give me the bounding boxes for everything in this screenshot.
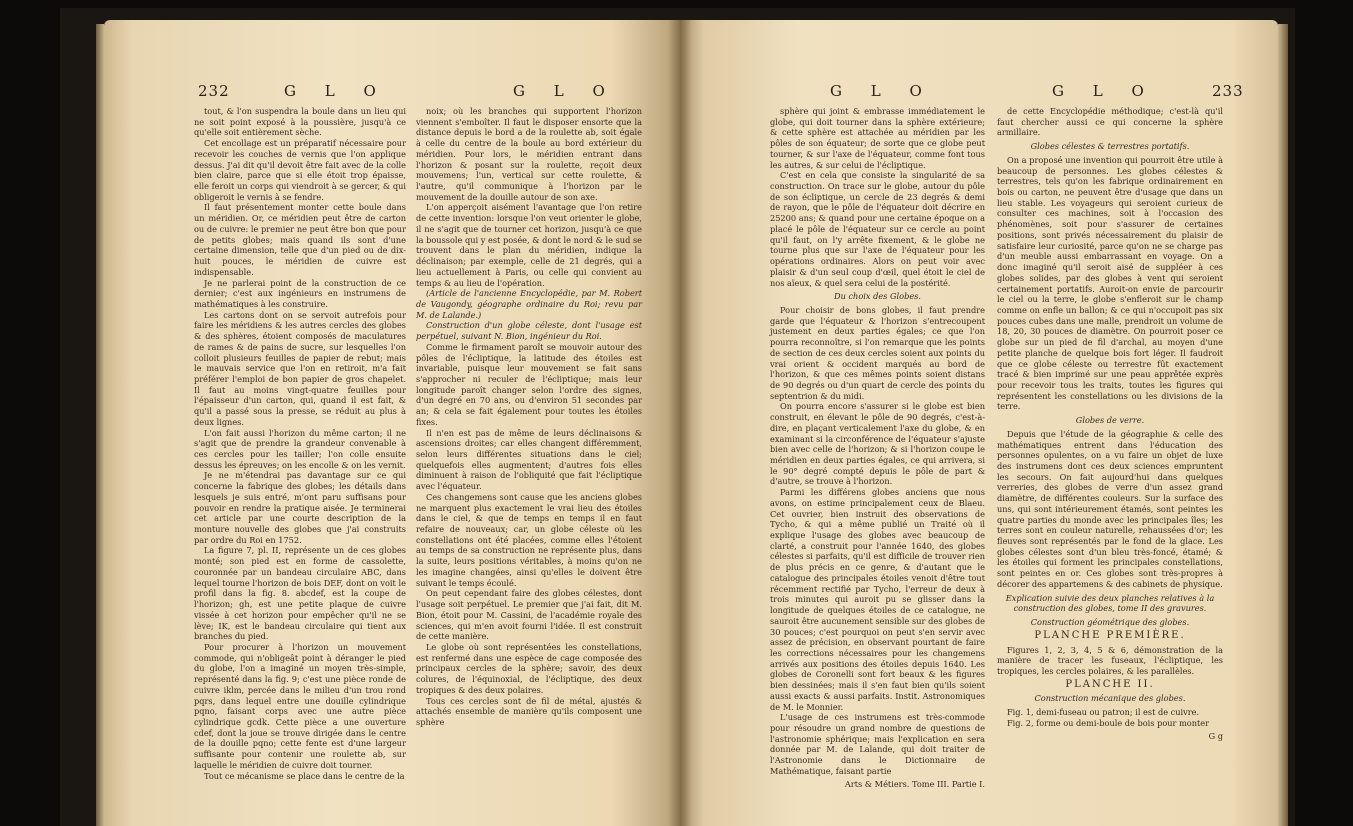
paragraph: Ces changemens sont cause que les anciens globes ne marquent plus exactement le vrai lieu des étoiles dans le ciel, & que de temps en temps il en faut refaire de nouveaux; car, un globe céleste où les constellations ont été placées, comme elles l'étoient au temps de sa construction ne représente plus, dans la suite, leurs positions véritables, à moins qu'on ne les imagine changées, ainsi qu'elles le doivent être suivant le temps écoulé. <box>416 491 642 588</box>
left-page-column-2 <box>416 106 642 728</box>
paragraph: tout, & l'on suspendra la boule dans un lieu qui ne soit point exposé à la poussière, jusqu'à ce qu'elle soit entièrement sèche. <box>194 106 406 138</box>
paragraph: Pour choisir de bons globes, il faut prendre garde que l'équateur & l'horizon s'entrecoupent justement en deux parties égales; ce que l'on pourra reconnoître, si l'on remarque que les points de section de ces deux cercles soient aux points du vrai orient & occident marqués au bord de l'horizon, & que ces mêmes points soient distans de 90 degrés ou d'un quart de cercle des points du septentrion & du midi. <box>770 304 985 401</box>
paragraph: Construction mécanique des globes. <box>1034 693 1186 704</box>
page-number-left: 232 <box>198 82 230 100</box>
paragraph: Tout ce mécanisme se place dans le centre de la <box>204 770 405 781</box>
paragraph: C'est en cela que consiste la singularité de sa construction. On trace sur le globe, autour du pôle de son écliptique, un cercle de 23 degrés & demi de rayon, que le pôle de l'équateur doit décrire en 25200 ans; & quand pour une certaine époque on a placé le pôle de l'équateur sur ce cercle au point qu'il faut, on l'y arrête fixement, & le globe ne tourne plus que sur l'axe de l'équateur pour les opérations ordinaires. Alors on peut voir avec plaisir & d'un seul coup d'œil, quel étoit le ciel de nos aïeux, & quel sera celui de la postérité. <box>770 170 985 288</box>
paragraph: L'on apperçoit aisément l'avantage que l'on retire de cette invention: lorsque l'on veut orienter le globe, il ne s'agit que de tourner cet horizon, jusqu'à ce que la boussole qui y est posée, & dont le nord & le sud se trouvent dans le plan du méridien, indique la déclinaison; par exemple, celle de 21 degrés, qui a lieu actuellement à Paris, ou celle qui convient au temps & au lieu de l'opération. <box>416 202 642 288</box>
running-head-right-1: G L O <box>830 82 934 100</box>
paragraph: Parmi les différens globes anciens que nous avons, on estime principalement ceux de Blaeu. Cet ouvrier, bien instruit des observations de Tycho, & qui a même publié un Traité où il explique l'usage des globes avec beaucoup de clarté, a construit pour l'année 1640, des globes célestes si parfaits, qu'il est difficile de trouver rien de plus précis en ce genre, & d'autant que le catalogue des principales étoiles venoit d'être tout récemment rectifié par Tycho, l'erreur de deux à trois minutes qui auroit pu se glisser dans la longitude de quelques étoiles de ce catalogue, ne sauroit être aucunement sensible sur des globes de 30 pouces; c'est pourquoi on peut s'en servir avec assez de précision, en observant pourtant de faire les corrections nécessaires pour les changemens arrivés aux positions des étoiles depuis 1640. Les globes de Coronelli sont fort beaux & les figures bien dessinées; mais il s'en faut bien qu'ils soient aussi exacts & aussi parfaits. Instit. Astronomiques de M. le Monnier. <box>770 487 985 712</box>
paragraph: Du choix des Globes. <box>834 291 921 302</box>
right-page-edges <box>1278 24 1288 826</box>
paragraph: noix; où les branches qui supportent l'horizon viennent s'emboîter. Il faut le disposer ensorte que la distance depuis le bord a de la roulette ab, soit égale à celle du centre de la boule au bord extérieur du méridien. Pour lors, le méridien entrant dans l'horizon & posant sur la roulette, reçoit deux mouvemens; l'un, vertical sur cette roulette, & l'autre, qu'il communique à l'horizon par le mouvement de la douille autour de son axe. <box>416 106 642 202</box>
paragraph: Cet encollage est un préparatif nécessaire pour recevoir les couches de vernis que l'on applique dessus. J'ai dit qu'il devoit être fait avec de la colle bien claire, parce que si elle étoit trop épaisse, elle feroit un corps qui viendroit à se gercer, & qui obligeroit le vernis à se fendre. <box>194 138 406 202</box>
left-page <box>104 20 680 826</box>
paragraph: Le globe où sont représentées les constellations, est renfermé dans une espèce de cage composée des principaux cercles de la sphère; savoir, des deux colures, de l'équinoxial, de l'écliptique, des deux tropiques & des deux polaires. <box>416 641 642 695</box>
paragraph: Construction d'un globe céleste, dont l'usage est perpétuel, suivant N. Bion, ingénieur du Roi. <box>416 320 642 342</box>
paragraph: sphère qui joint & embrasse immédiatement le globe, qui doit tourner dans la sphère extérieure; & cette sphère est attachée au méridien par les pôles de son équateur; de sorte que ce globe peut tourner, & sur l'axe de l'équateur, comme font tous les autres, & sur celui de l'écliptique. <box>770 106 985 170</box>
left-page-column-1 <box>194 106 406 781</box>
right-page-column-2 <box>997 106 1223 741</box>
running-head-left-1: G L O <box>284 82 388 100</box>
paragraph: Arts & Métiers. Tome III. Partie I. <box>844 778 985 789</box>
paragraph: PLANCHE PREMIÈRE. <box>1034 629 1186 641</box>
paragraph: (Article de l'ancienne Encyclopédie, par M. Robert de Vaugondy, géographe ordinaire du Roi; revu par M. de Lalande.) <box>416 288 642 320</box>
page-number-right: 233 <box>1212 82 1244 100</box>
paragraph: Je ne m'étendrai pas davantage sur ce qui concerne la fabrique des globes; les détails dans lesquels je suis entré, m'ont paru suffisans pour pouvoir en rendre la pratique aisée. Je terminerai cet article par une courte description de la monture nouvelle des globes que j'ai construits par ordre du Roi en 1752. <box>194 470 406 545</box>
paragraph: Fig. 2, forme ou demi-boule de bois pour monter <box>1007 717 1210 728</box>
paragraph: Globes de verre. <box>1075 415 1145 426</box>
paragraph: On a proposé une invention qui pourroit être utile à beaucoup de personnes. Les globes célestes & terrestres, tels qu'on les fabrique ordinairement en bois ou carton, ne peuvent être d'usage que dans un lieu stable. Les voyageurs qui seroient curieux de consulter ces machines, soit à l'occasion des phénomènes, soit pour s'assurer de certaines positions, sont privés nécessairement du plaisir de satisfaire leur curiosité, parce qu'on ne se charge pas d'un meuble aussi embarrassant en voyage. On a donc imaginé qu'il seroit aisé de suppléer à ces globes solides, par des globes à vent qui seroient certainement portatifs. Auroit-on envie de parcourir le ciel ou la terre, le globe s'enfleroit sur le champ comme on enfle un ballon; & ce qui n'occupoit pas six pouces cubes dans une malle, prendroit un volume de 18, 20, 30 pouces de diamètre. On pourroit poser ce globe sur un pied de fil d'archal, au moyen d'une petite planche de quelque bois fort léger. Il faudroit que ce globe céleste ou terrestre fût exactement tracé & bien imprimé sur une peau apprêtée exprès pour recevoir tous les traits, toutes les figures qui représentent les constellations ou les divisions de la terre. <box>997 154 1223 412</box>
running-head-right-2: G L O <box>1052 82 1156 100</box>
paragraph: Explication suivie des deux planches relatives à la construction des globes, tome II des gravures. <box>1005 592 1215 614</box>
paragraph: On peut cependant faire des globes célestes, dont l'usage soit perpétuel. Le premier que j'ai fait, dit M. Bion, étoit pour M. Cassini, de l'académie royale des sciences, qui m'en avoit fourni l'idée. Il est construit de cette manière. <box>416 588 642 642</box>
right-page-column-1 <box>770 106 985 789</box>
paragraph: On pourra encore s'assurer si le globe est bien construit, en élevant le pôle de 90 degrés, c'est-à-dire, en plaçant verticalement l'axe du globe, & en examinant si la circonférence de l'équateur s'ajuste bien avec celle de l'horizon; & si l'horizon coupe le méridien en deux parties égales, ce qui arrivera, si le 90° degré compté depuis le pôle de part & d'autre, se trouve à l'horizon. <box>770 401 985 487</box>
paragraph: de cette Encyclopédie méthodique; c'est-là qu'il faut chercher aussi ce qui concerne la sphère armillaire. <box>997 106 1223 138</box>
book-gutter <box>668 20 692 826</box>
paragraph: Les cartons dont on se servoit autrefois pour faire les méridiens & les autres cercles des globes & des sphères, étoient composés de maculatures de rames & de pains de sucre, sur lesquelles l'on colloit plusieurs feuilles de papier de rebut; mais le mauvais service que l'on en retiroit, m'a fait préférer l'emploi de bon papier de gros chapelet. Il faut au moins vingt-quatre feuilles pour l'épaisseur d'un carton, qui, quand il est fait, & qu'il a passé sous la presse, se réduit au plus à deux lignes. <box>194 309 406 427</box>
paragraph: Tous ces cercles sont de fil de métal, ajustés & attachés ensemble de manière qu'ils composent une sphère <box>416 695 642 727</box>
paragraph: Pour procurer à l'horizon un mouvement commode, qui n'obligeât point à déranger le pied du globe, l'on a imaginé un moyen très-simple, représenté dans la fig. 9; c'est une pièce ronde de cuivre iklm, percée dans le milieu d'un trou rond pqrs, dans lequel entre une douille cylindrique pqno, faisant corps avec une autre pièce cylindrique gcdk. Cette pièce a une ouverture cdef, dont la joue se trouve dirigée dans le centre de la douille pqno; cette fente est d'une largeur suffisante pour contenir une roulette ab, sur laquelle le méridien de cuivre doit tourner. <box>194 641 406 770</box>
paragraph: Depuis que l'étude de la géographie & celle des mathématiques entrent dans l'éducation des personnes opulentes, on a vu faire un objet de luxe des instrumens dont ces deux sciences empruntent les secours. On fait aujourd'hui dans quelques verreries, des globes de verre d'un assez grand diamètre, de différentes couleurs. Sur la surface des uns, qui sont intérieurement étamés, sont peintes les quatre parties du monde avec les principales îles; les terres sont en couleur naturelle, rehaussées d'or; les fleuves sont représentés par le fond de la glace. Les globes célestes sont d'un bleu très-foncé, étamé; & les étoiles qui forment les principales constellations, sont peintes en or. Ces globes sont très-propres à décorer des appartemens & des cabinets de physique. <box>997 428 1223 589</box>
paragraph: Je ne parlerai point de la construction de ce dernier; c'est aux ingénieurs en instrumens de mathématiques à les construire. <box>194 277 406 309</box>
paragraph: Comme le firmament paroît se mouvoir autour des pôles de l'écliptique, la latitude des étoiles est invariable, puisque leur mouvement se fait sans s'approcher ni reculer de l'écliptique; mais leur longitude paroît changer selon l'ordre des signes, d'un degré en 70 ans, ou d'environ 51 secondes par an; & cela se fait également pour toutes les étoiles fixes. <box>416 341 642 427</box>
right-page <box>680 20 1278 826</box>
paragraph: Fig. 1, demi-fuseau ou patron; il est de cuivre. <box>1007 707 1200 718</box>
paragraph: Il faut présentement monter cette boule dans un méridien. Or, ce méridien peut être de carton ou de cuivre: le premier ne peut être bon que pour de petits globes; mais quand ils sont d'une certaine dimension, telle que d'un pied ou de dix-huit pouces, le méridien de cuivre est indispensable. <box>194 202 406 277</box>
running-head-left-2: G L O <box>513 82 617 100</box>
paragraph: PLANCHE II. <box>1065 678 1155 690</box>
paragraph: L'usage de ces instrumens est très-commode pour résoudre un grand nombre de questions de l'astronomie sphérique; mais l'explication en sera donnée par M. de Lalande, qui doit traiter de l'Astronomie dans le Dictionnaire de Mathématique, faisant partie <box>770 712 985 776</box>
paragraph: La figure 7, pl. II, représente un de ces globes monté; son pied est en forme de cassolette, couronnée par un bandeau circulaire ABC, dans lequel tourne l'horizon de bois DEF, dont on voit le profil dans la fig. 8. abcdef, est la coupe de l'horizon; gh, est une petite plaque de cuivre vissée à cet horizon pour empêcher qu'il ne se lève; IK, est le bandeau circulaire qui tient aux branches du pied. <box>194 545 406 642</box>
paragraph: Figures 1, 2, 3, 4, 5 & 6, démonstration de la manière de tracer les fuseaux, l'écliptique, les tropiques, les cercles polaires, & les parallèles. <box>997 644 1223 676</box>
paragraph: Globes célestes & terrestres portatifs. <box>1030 141 1190 152</box>
paragraph: Il n'en est pas de même de leurs déclinaisons & ascensions droites; car elles changent différemment, selon leurs différentes situations dans le ciel; quelquefois elles augmentent; d'autres fois elles diminuent à raison de l'obliquité que fait l'écliptique avec l'équateur. <box>416 427 642 492</box>
paragraph: L'on fait aussi l'horizon du même carton; il ne s'agit que de prendre la grandeur convenable à ces cercles pour les tailler; l'on colle ensuite dessus les épreuves; on les encolle & on les vernit. <box>194 427 406 470</box>
left-page-edges <box>96 24 104 826</box>
paragraph: G g <box>1208 730 1223 741</box>
paragraph: Construction géométrique des globes. <box>1030 617 1190 628</box>
